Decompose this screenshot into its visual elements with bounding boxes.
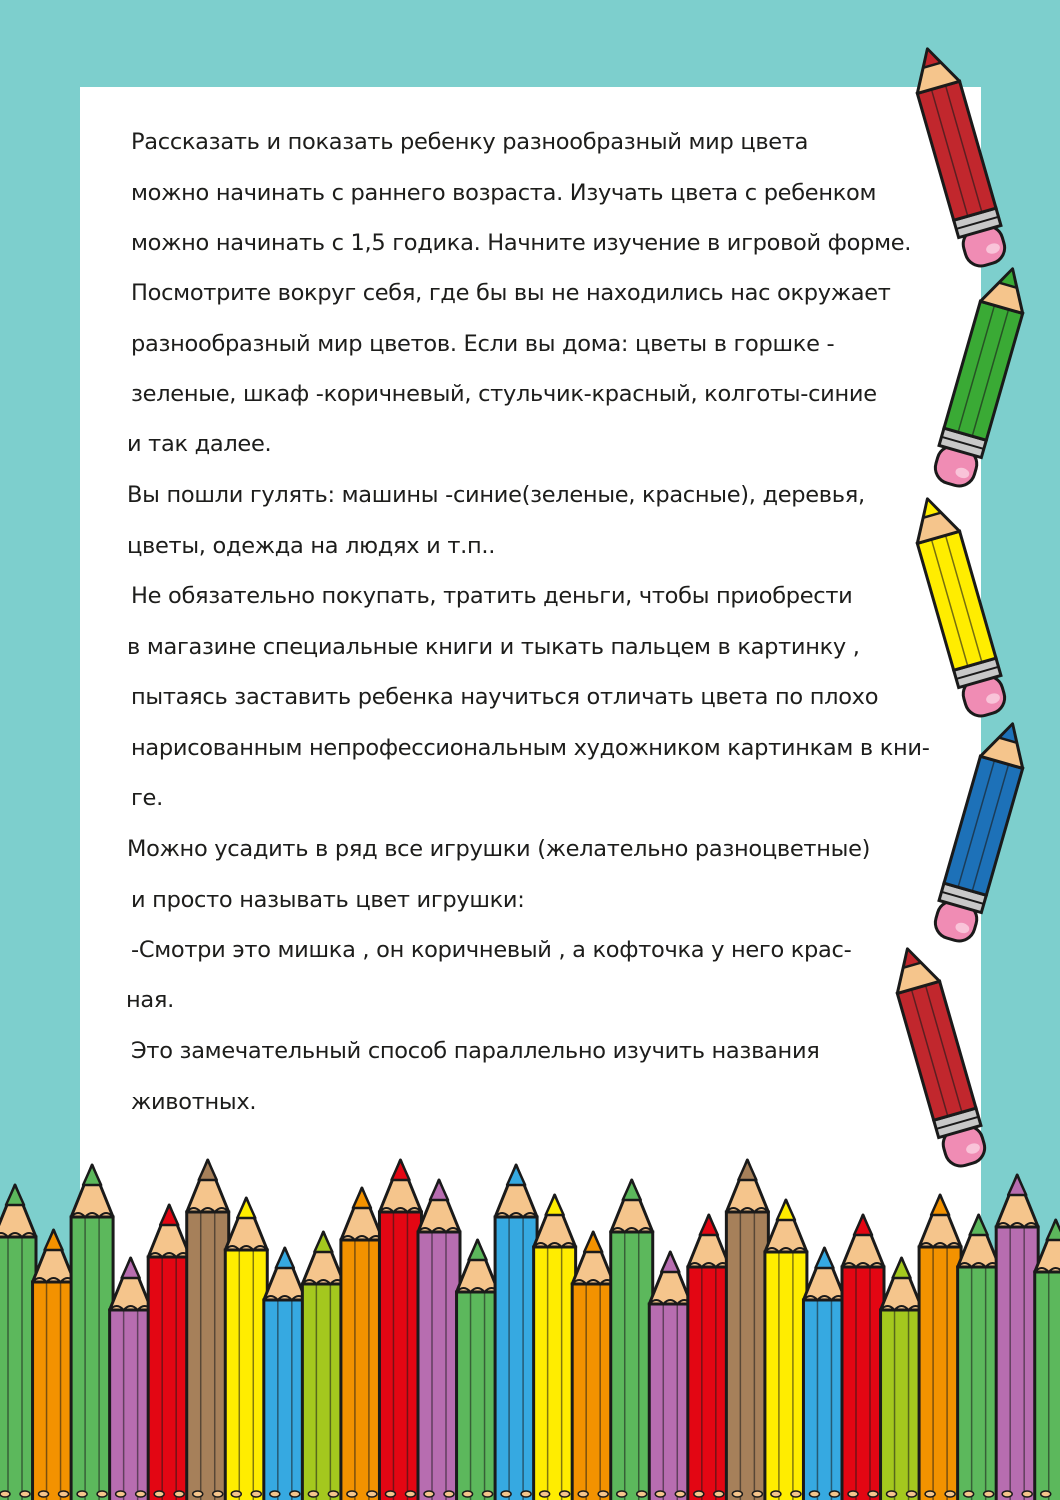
text-line-16: и просто называть цвет игрушки: (131, 887, 525, 913)
bottom-pencil-orange (33, 1230, 75, 1500)
bottom-pencil-orange (341, 1188, 383, 1500)
bottom-pencil-blue (264, 1248, 306, 1500)
bottom-pencil-green (611, 1180, 653, 1500)
text-line-4: Посмотрите вокруг себя, где бы вы не находились нас окружает (131, 280, 891, 306)
bottom-pencil-brown (726, 1160, 768, 1500)
text-line-7: и так далее. (127, 431, 272, 457)
bottom-pencil-lime (881, 1258, 923, 1500)
bottom-pencil-green (71, 1165, 113, 1500)
text-line-9: цветы, одежда на людях и т.п.. (127, 533, 496, 559)
bottom-pencil-orange (572, 1232, 614, 1500)
text-line-1: Рассказать и показать ребенку разнообразный мир цвета (131, 129, 809, 155)
text-line-15: Можно усадить в ряд все игрушки (желательно разноцветные) (127, 836, 871, 862)
bottom-pencil-lime (302, 1232, 344, 1500)
bottom-pencil-green (457, 1240, 499, 1500)
text-line-11: в магазине специальные книги и тыкать пальцем в картинку , (127, 634, 860, 660)
text-line-10: Не обязательно покупать, тратить деньги, чтобы приобрести (131, 583, 853, 609)
bottom-pencil-purple (418, 1180, 460, 1500)
text-line-17: -Смотри это мишка , он коричневый , а кофточка у него крас- (131, 937, 852, 963)
text-line-20: животных. (131, 1089, 257, 1115)
bottom-pencil-blue (803, 1248, 845, 1500)
bottom-pencil-red (688, 1215, 730, 1500)
bottom-pencil-red (379, 1160, 421, 1500)
text-line-8: Вы пошли гулять: машины -синие(зеленые, красные), деревья, (127, 482, 865, 508)
bottom-pencil-green (1035, 1220, 1060, 1500)
bottom-pencil-orange (919, 1195, 961, 1500)
bottom-pencil-purple (996, 1175, 1038, 1500)
text-line-19: Это замечательный способ параллельно изучить названия (131, 1038, 820, 1064)
bottom-pencil-purple (649, 1252, 691, 1500)
text-line-13: нарисованным непрофессиональным художником картинкам в кни- (131, 735, 930, 761)
text-line-5: разнообразный мир цветов. Если вы дома: цветы в горшке - (131, 331, 835, 357)
bottom-pencil-purple (110, 1258, 152, 1500)
bottom-pencil-yellow (765, 1200, 807, 1500)
text-line-18: ная. (126, 987, 174, 1013)
text-line-3: можно начинать с 1,5 годика. Начните изучение в игровой форме. (131, 230, 912, 256)
text-line-12: пытаясь заставить ребенка научиться отличать цвета по плохо (131, 684, 879, 710)
bottom-pencil-green (0, 1185, 36, 1500)
bottom-pencil-brown (187, 1160, 229, 1500)
text-line-2: можно начинать с раннего возраста. Изучать цвета с ребенком (131, 180, 877, 206)
bottom-pencil-green (958, 1215, 1000, 1500)
bottom-pencil-blue (495, 1165, 537, 1500)
bottom-pencil-yellow (534, 1195, 576, 1500)
bottom-pencil-yellow (225, 1198, 267, 1500)
text-line-6: зеленые, шкаф -коричневый, стульчик-красный, колготы-синие (131, 381, 877, 407)
bottom-pencil-red (842, 1215, 884, 1500)
bottom-pencil-red (148, 1205, 190, 1500)
text-line-14: ге. (131, 785, 163, 811)
